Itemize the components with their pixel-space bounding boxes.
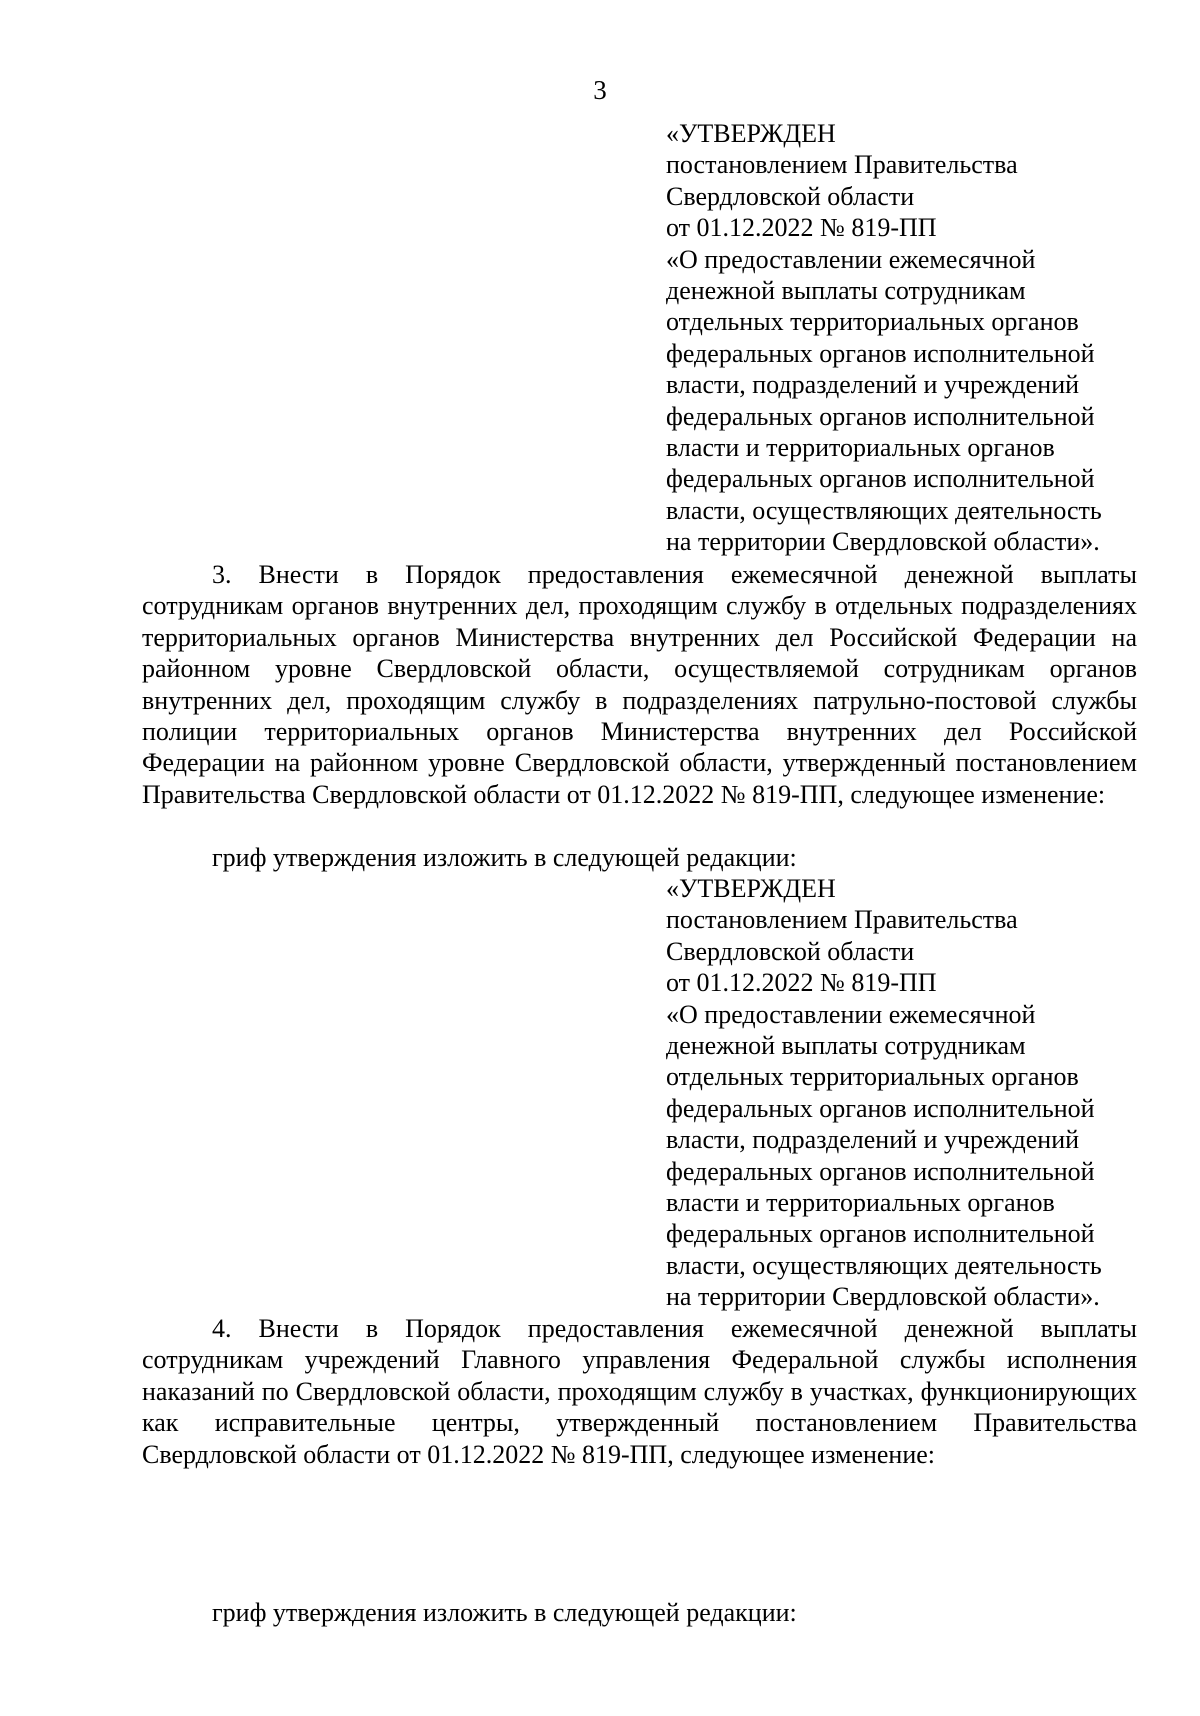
approval-line: «УТВЕРЖДЕН [666,874,836,903]
approval-line: власти, подразделений и учреждений [666,370,1080,400]
page-number: 3 [593,75,607,105]
approval-line: «УТВЕРЖДЕН [666,119,836,148]
approval-line: денежной выплаты сотрудникам [666,1031,1026,1061]
approval-line: федеральных органов исполнительной [666,401,1095,431]
approval-line: отдельных территориальных органов [666,307,1079,337]
approval-line: Свердловской области [666,181,915,211]
approval-line: власти и территориальных органов [666,1188,1055,1218]
approval-line: на территории Свердловской области». [666,1282,1100,1312]
approval-line: федеральных органов исполнительной [666,338,1095,368]
item-3-instruction: гриф утверждения изложить в следующей редакции: [212,843,797,872]
approval-line: «О предоставлении ежемесячной [666,999,1036,1029]
approval-line: власти, подразделений и учреждений [666,1125,1080,1155]
approval-line: власти, осуществляющих деятельность [666,1250,1102,1280]
approval-line: на территории Свердловской области». [666,527,1100,557]
approval-line: постановлением Правительства [666,150,1018,180]
approval-line: власти и территориальных органов [666,433,1055,463]
approval-stamp-block-2 [666,873,1146,1313]
approval-line: от 01.12.2022 № 819-ПП [666,968,937,998]
approval-line: денежной выплаты сотрудникам [666,276,1026,306]
approval-line: федеральных органов исполнительной [666,1219,1095,1249]
approval-line: постановлением Правительства [666,905,1018,935]
approval-line: отдельных территориальных органов [666,1062,1079,1092]
approval-line: федеральных органов исполнительной [666,1156,1095,1186]
approval-line: федеральных органов исполнительной [666,1093,1095,1123]
approval-line: федеральных органов исполнительной [666,464,1095,494]
item-4-instruction: гриф утверждения изложить в следующей редакции: [212,1598,797,1627]
approval-stamp-block-1 [666,118,1146,558]
approval-line: от 01.12.2022 № 819-ПП [666,213,937,243]
item-4-paragraph: 4. Внести в Порядок предоставления ежемесячной денежной выплаты сотрудникам учреждений Главного управления Федеральной службы исполнения наказаний по Свердловской области, проходящим службу в участках, функционирующих как исправительные центры, утвержденный постановлением Правительства Свердловской области от 01.12.2022 № 819-ПП, следующее изменение: [142,1314,1137,1469]
item-3-paragraph: 3. Внести в Порядок предоставления ежемесячной денежной выплаты сотрудникам органов внутренних дел, проходящим службу в отдельных подразделениях территориальных органов Министерства внутренних дел Российской Федерации на районном уровне Свердловской области, осуществляемой сотрудникам органов внутренних дел, проходящим службу в подразделениях патрульно-постовой службы полиции территориальных органов Министерства внутренних дел Российской Федерации на районном уровне Свердловской области, утвержденный постановлением Правительства Свердловской области от 01.12.2022 № 819-ПП, следующее изменение: [142,560,1137,809]
approval-line: Свердловской области [666,936,915,966]
approval-line: власти, осуществляющих деятельность [666,495,1102,525]
approval-line: «О предоставлении ежемесячной [666,244,1036,274]
